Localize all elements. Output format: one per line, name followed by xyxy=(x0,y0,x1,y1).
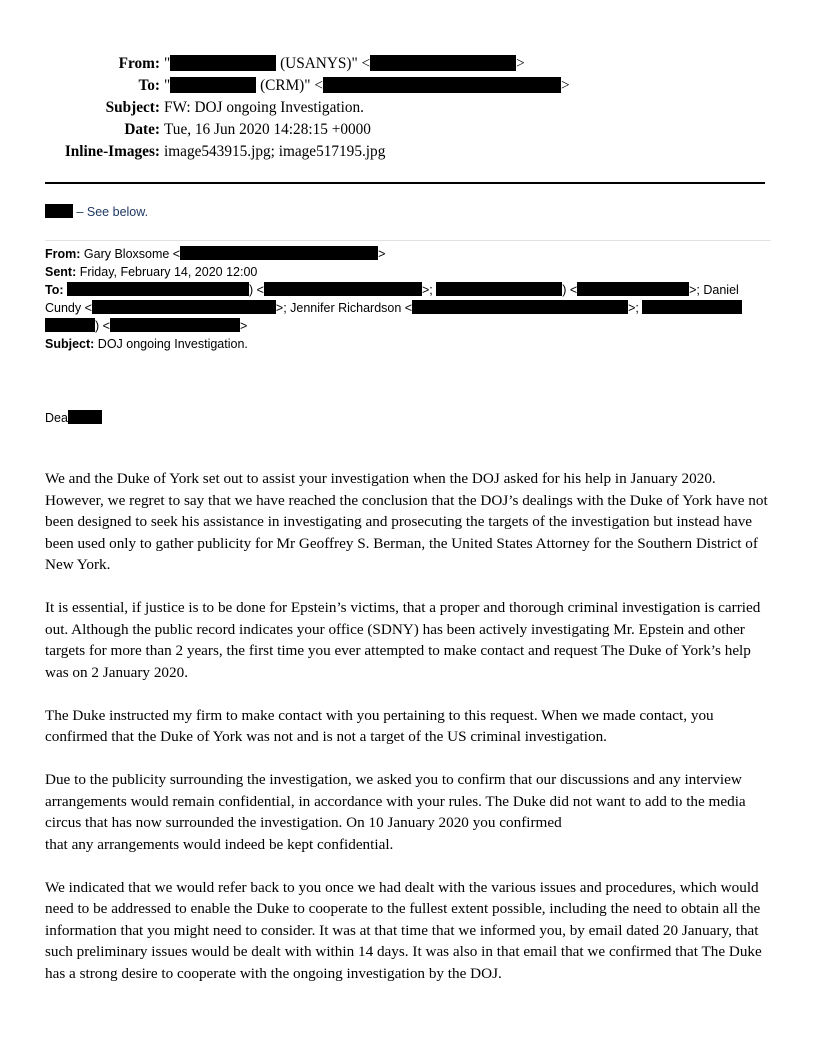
greeting: Dea xyxy=(45,409,102,427)
redaction-box xyxy=(180,246,378,260)
header-date-row xyxy=(0,119,816,141)
redaction-box xyxy=(67,282,249,296)
header-to-value: " (CRM)" < > xyxy=(164,77,570,94)
redaction-box xyxy=(110,318,240,332)
body-paragraph: We indicated that we would refer back to you once we had dealt with the various issues and procedures, which would need to be addressed to enable the Duke to cooperate to the fullest extent possible, including the need to obtain all the information that you might need to consider. It was at that time that we informed you, by email dated 20 January, that such preliminary issues would be dealt with within 14 days. It was also in that email that we confirmed that The Duke has a strong desire to cooperate with the ongoing investigation by the DOJ. xyxy=(45,878,762,982)
forwarded-from-row: From: Gary Bloxsome < > xyxy=(45,247,386,261)
redaction-box xyxy=(370,55,516,71)
forwarded-to-row-3: ) < > xyxy=(45,317,775,335)
redaction-box xyxy=(436,282,562,296)
redaction-box xyxy=(68,410,102,424)
header-images-value: image543915.jpg; image517195.jpg xyxy=(164,143,386,160)
header-subject-label: Subject: xyxy=(105,99,160,116)
body-paragraph: Due to the publicity surrounding the investigation, we asked you to confirm that our discussions and any interview arrangements would remain confidential, in accordance with your rules. The Duke did not want to add to the media circus that has now surrounded the investigation. On 10 January 2020 you confirmed that any arrangements would indeed be kept confidential. xyxy=(45,771,746,853)
forwarded-to-row: To: ) < >; ) < >; Daniel xyxy=(45,283,739,297)
redaction-box xyxy=(45,204,73,218)
redaction-box xyxy=(642,300,742,314)
header-subject-value: FW: DOJ ongoing Investigation. xyxy=(164,99,364,116)
redaction-box xyxy=(323,77,561,93)
forwarded-to-row-2: Cundy < >; Jennifer Richardson < >; xyxy=(45,299,775,317)
forwarded-header xyxy=(45,245,775,353)
header-subject-row xyxy=(0,97,816,119)
redaction-box xyxy=(264,282,422,296)
redaction-box xyxy=(577,282,689,296)
forwarded-subject-row: Subject: DOJ ongoing Investigation. xyxy=(45,337,248,351)
forward-divider xyxy=(45,240,771,241)
header-images-row xyxy=(0,141,816,163)
forward-note: – See below. xyxy=(45,204,148,220)
header-images-label: Inline-Images: xyxy=(64,143,160,160)
body-paragraph: It is essential, if justice is to be done for Epstein’s victims, that a proper and thorough criminal investigation is carried out. Although the public record indicates your office (SDNY) has been actively investigating Mr. Epstein and other targets for more than 2 years, the first time you ever attempted to make contact and request The Duke of York’s help was on 2 January 2020. xyxy=(45,599,761,681)
header-from-label: From: xyxy=(118,55,160,72)
body-paragraph: The Duke instructed my firm to make contact with you pertaining to this request. When we made contact, you confirmed that the Duke of York was not and is not a target of the US criminal investigation. xyxy=(45,706,714,745)
redaction-box xyxy=(45,318,95,332)
header-to-label: To: xyxy=(138,77,160,94)
header-divider xyxy=(45,182,765,184)
redaction-box xyxy=(92,300,276,314)
body-paragraph: We and the Duke of York set out to assist your investigation when the DOJ asked for his help in January 2020. However, we regret to say that we have reached the conclusion that the DOJ’s dealings with the Duke of York have not been designed to seek his assistance in investigating and prosecuting the targets of the investigation but instead have been used only to gather publicity for Mr Geoffrey S. Berman, the United States Attorney for the Southern District of New York. xyxy=(45,470,768,573)
redaction-box xyxy=(412,300,628,314)
forwarded-sent-row: Sent: Friday, February 14, 2020 12:00 xyxy=(45,265,258,279)
header-to-row xyxy=(0,75,816,97)
redaction-box xyxy=(170,77,256,93)
header-date-label: Date: xyxy=(124,121,160,138)
header-from-row xyxy=(0,53,816,75)
header-date-value: Tue, 16 Jun 2020 14:28:15 +0000 xyxy=(164,121,371,138)
redaction-box xyxy=(170,55,276,71)
header-from-value: " (USANYS)" < > xyxy=(164,55,525,72)
email-header xyxy=(0,53,816,163)
letter-body xyxy=(45,468,775,1006)
